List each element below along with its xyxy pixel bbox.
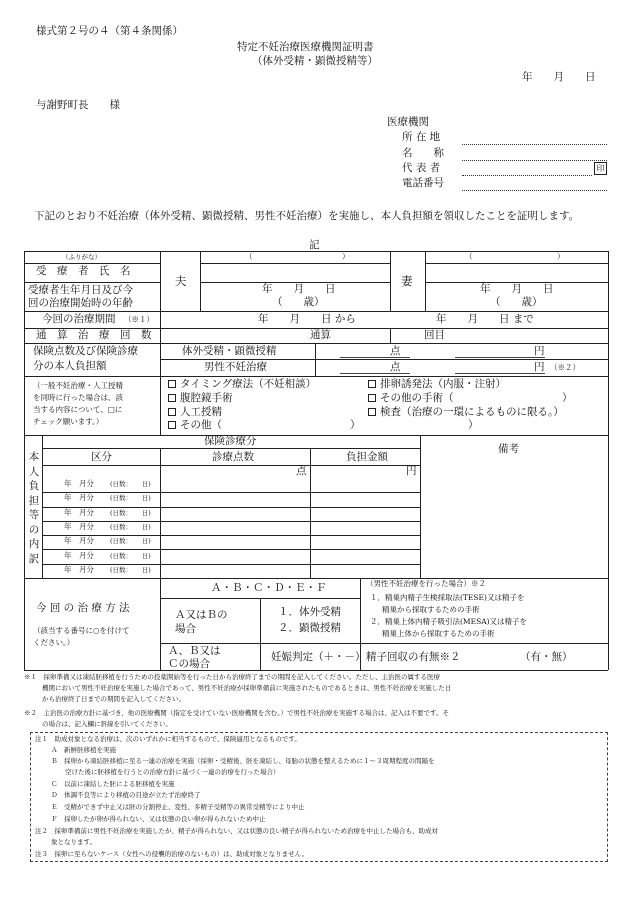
form-number: 様式第２号の４（第４条関係）: [36, 25, 183, 37]
option-exam[interactable]: 検査（治療の一環によるものに限る。）: [368, 407, 564, 419]
month-row[interactable]: [42, 521, 420, 535]
month-label: 年 月分: [64, 550, 94, 560]
insurance-note2: （※２）: [550, 363, 580, 372]
method-options[interactable]: Ａ・Ｂ・Ｃ・Ｄ・Ｅ・Ｆ: [211, 582, 327, 594]
combined-desc-3: 当する内容について、□に: [33, 405, 123, 414]
count-times-label: 回目: [424, 329, 445, 341]
husband-dob[interactable]: 年 月 日: [262, 283, 336, 295]
wife-furigana-close: ）: [557, 252, 565, 261]
page-title: 特定不妊治療医療機関証明書: [237, 41, 374, 53]
wife-dob[interactable]: 年 月 日: [480, 283, 554, 295]
option-exam-close: ）: [468, 419, 479, 431]
statement-text: 下記のとおり不妊治療（体外受精、顕微授精、男性不妊治療）を実施し、本人負担額を領収したことを証明します。: [34, 210, 580, 222]
note-line: Ｃ 以前に凍結した胚による胚移植を実施: [51, 780, 175, 788]
page-subtitle: （体外受精・顕微授精等）: [252, 55, 378, 67]
husband-name-field[interactable]: [202, 265, 388, 281]
checkbox[interactable]: [168, 421, 176, 429]
abc-case-2: Ｃの場合: [168, 658, 210, 670]
seal-mark: 印: [594, 162, 607, 175]
amount-column: 負担金額: [346, 451, 388, 463]
male-treatment-heading: （男性不妊治療を行った場合）※２: [366, 579, 486, 588]
wife-furigana-open: （: [465, 252, 473, 261]
wife-age[interactable]: （ 歳）: [490, 296, 543, 308]
abc-case-1: Ａ、Ｂ又は: [168, 645, 221, 657]
note-line: 象となります。: [51, 838, 96, 846]
month-label: 年 月分: [64, 479, 94, 488]
issue-date: 年 月 日: [522, 71, 596, 83]
male-option-2-b: 精巣上体から採取するための手術: [382, 629, 495, 638]
option-timing[interactable]: タイミング療法（不妊相談）: [168, 379, 316, 391]
note-line: 注１ 助成対象となる治療は、次のいずれかに相当するもので、保険適用となるものです。: [35, 735, 301, 743]
count-label: 通 算 治 療 回 数: [36, 329, 152, 341]
method-note-1: （該当する番号に○を付けて: [33, 626, 130, 635]
option-ai[interactable]: 人工授精: [168, 407, 222, 419]
pregnancy-test[interactable]: 妊娠判定（＋・－）: [271, 651, 366, 663]
male-option-1-a[interactable]: １．精巣内精子生検採取法(TESE)又は精子を: [370, 593, 525, 602]
combined-desc-4: チェック願います。）: [33, 417, 104, 426]
note-line: 空けた後に胚移植を行うとの治療方針に基づく一連の治療を行った場合）: [65, 768, 280, 776]
option-other-surgery-close: ）: [562, 392, 573, 404]
sperm-retrieval-options[interactable]: （有・無）: [520, 651, 573, 663]
method-note-2: ください。）: [33, 638, 75, 647]
option-other-close: ）: [350, 419, 361, 431]
ivf-insurance-label: 体外受精・顕微授精: [182, 345, 277, 357]
checkbox[interactable]: [368, 380, 376, 388]
month-days: (日数： 日): [110, 494, 151, 503]
note-line: Ｄ 体調不良等により移植の目途が立たず治療終了: [51, 791, 201, 799]
representative-label: 代 表 者: [402, 162, 441, 174]
phone-label: 電話番号: [402, 177, 444, 189]
points-unit: 点: [296, 465, 307, 477]
footnote-2-line-1: ※２ 主治医の治療方針に基づき、他の医療機関（指定を受けていない医療機関を含む。）で男性不妊治療を実施する場合は、記入は不要です。そ: [24, 709, 449, 717]
dob-label-1: 受療者生年月日及び今: [28, 284, 133, 296]
insurance-label-1: 保険点数及び保険診療: [33, 345, 138, 357]
period-to[interactable]: 年 月 日 まで: [436, 313, 534, 325]
remarks-heading: 備考: [498, 443, 519, 455]
ivf-yen-field[interactable]: [455, 357, 545, 358]
note-line: Ａ 新鮮胚移植を実施: [51, 746, 116, 754]
husband-age[interactable]: （ 歳）: [272, 296, 325, 308]
recipient: 与謝野町長 様: [36, 99, 120, 111]
footnote-1-line-2: 機関において男性不妊治療を実施した場合であって、男性不妊治療が採卵準備前に実施されたものであるときは、男性不妊治療を実施した日: [42, 684, 452, 692]
month-row[interactable]: [42, 535, 420, 549]
name-label: 名 称: [402, 147, 444, 159]
note-line: Ｂ 採卵から凍結胚移植に至る一連の治療を実施（採卵・受精後、胚を凍結し、母胎の状態を整えるために１～３周期程度の間隔を: [51, 757, 435, 765]
husband-label: 夫: [175, 274, 187, 288]
month-days: (日数： 日): [110, 551, 151, 560]
sperm-retrieval-label: 精子回収の有無※２: [366, 651, 461, 663]
male-insurance-label: 男性不妊治療: [204, 361, 267, 373]
male-option-1-b: 精巣から採取するための手術: [382, 605, 480, 614]
month-days: (日数： 日): [110, 508, 151, 517]
checkbox[interactable]: [168, 408, 176, 416]
month-days: (日数： 日): [110, 565, 151, 574]
address-label: 所 在 地: [402, 131, 441, 143]
ab-case-1: Ａ又はＢの: [175, 609, 228, 621]
representative-field[interactable]: [462, 175, 592, 176]
month-label: 年 月分: [64, 507, 94, 517]
institution-heading: 医療機関: [387, 116, 429, 128]
yen-unit: 円: [406, 465, 417, 477]
footnote-2-line-2: の場合は、記入欄に斜線を引いてください。: [42, 720, 172, 728]
footnote-1-line-1: ※１ 採卵準備又は凍結胚移植を行うための投薬開始等を行った日から治療終了までの期間を記入してください。ただし、主治医の属する医療: [24, 673, 440, 681]
ab-option-ivf[interactable]: １．体外受精: [278, 606, 341, 618]
month-row[interactable]: [42, 564, 420, 578]
month-row[interactable]: [42, 478, 420, 492]
checkbox[interactable]: [368, 408, 376, 416]
note-line: 注３ 採卵に至らないケース（女性への侵襲的治療のないもの）は、助成対象となりません。: [35, 850, 309, 858]
option-ovulation[interactable]: 排卵誘発法（内服・注射）: [368, 379, 506, 391]
month-days: (日数： 日): [110, 480, 151, 488]
furigana-label: （ふりがな）: [62, 253, 101, 261]
points-column: 診療点数: [212, 451, 254, 463]
husband-furigana-close: ）: [342, 252, 350, 261]
month-label: 年 月分: [64, 564, 94, 574]
wife-label: 妻: [401, 274, 413, 288]
count-total-label: 通算: [310, 329, 331, 341]
month-row[interactable]: [42, 507, 420, 521]
footnote-1-line-3: から治療終了日までの期間を記入してください。: [42, 695, 185, 703]
option-other[interactable]: その他（: [168, 420, 222, 432]
month-days: (日数： 日): [110, 537, 151, 546]
notes-box: [30, 732, 608, 862]
checkbox[interactable]: [368, 394, 376, 402]
ivf-points-unit: 点: [390, 345, 401, 357]
method-label: 今 回 の 治 療 方 法: [36, 602, 130, 614]
combined-desc-1: （一般不妊治療・人工授精: [33, 381, 123, 390]
month-label: 年 月分: [64, 521, 94, 531]
checkbox[interactable]: [168, 394, 176, 402]
ki-heading: 記: [309, 239, 320, 251]
male-yen-unit: 円: [534, 361, 545, 373]
husband-furigana-open: （: [245, 252, 253, 261]
ab-case-2: 場合: [175, 623, 196, 635]
note-line: Ｅ 受精ができず中止又は胚の分割停止、変性、多精子受精等の異常受精等により中止: [51, 803, 305, 811]
note-line: 注２ 採卵準備前に男性不妊治療を実施したが、精子が得られない、又は状態の良い精子が得られないため治療を中止した場合も、助成対: [35, 827, 438, 835]
insurance-label-2: 分の本人負担額: [33, 360, 107, 372]
breakdown-vertical-label: 本 人 負 担 等 の 内 訳: [28, 451, 40, 565]
male-option-2-a[interactable]: ２．精巣上体内精子吸引法(MESA)又は精子を: [370, 617, 528, 626]
male-points-unit: 点: [390, 361, 401, 373]
phone-field[interactable]: [462, 190, 607, 191]
month-label: 年 月分: [64, 536, 94, 546]
category-column: 区分: [91, 451, 112, 463]
ab-option-icsi[interactable]: ２．顕微授精: [278, 622, 341, 634]
dob-label-2: 回の治療開始時の年齢: [28, 297, 133, 309]
period-note: （※１）: [124, 315, 154, 324]
period-from[interactable]: 年 月 日 から: [258, 313, 356, 325]
option-laparoscopy[interactable]: 腹腔鏡手術: [168, 393, 233, 405]
combined-desc-2: を同時に行った場合は、該: [33, 393, 123, 402]
month-days: (日数： 日): [110, 522, 151, 531]
month-row[interactable]: [42, 550, 420, 564]
wife-name-field[interactable]: [427, 265, 606, 281]
name-field[interactable]: [462, 160, 607, 161]
male-yen-field[interactable]: [455, 373, 545, 374]
note-line: Ｆ 採卵したが卵が得られない、又は状態の良い卵が得られないため中止: [51, 815, 266, 823]
patient-name-label: 受 療 者 氏 名: [36, 265, 131, 277]
checkbox[interactable]: [168, 380, 176, 388]
address-field[interactable]: [462, 144, 607, 145]
ivf-yen-unit: 円: [534, 345, 545, 357]
month-label: 年 月分: [64, 493, 94, 503]
month-row[interactable]: [42, 492, 420, 506]
period-label: 今回の治療期間: [42, 313, 116, 325]
insurance-section-heading: 保険診療分: [204, 435, 257, 447]
option-other-surgery[interactable]: その他の手術（: [368, 393, 454, 405]
